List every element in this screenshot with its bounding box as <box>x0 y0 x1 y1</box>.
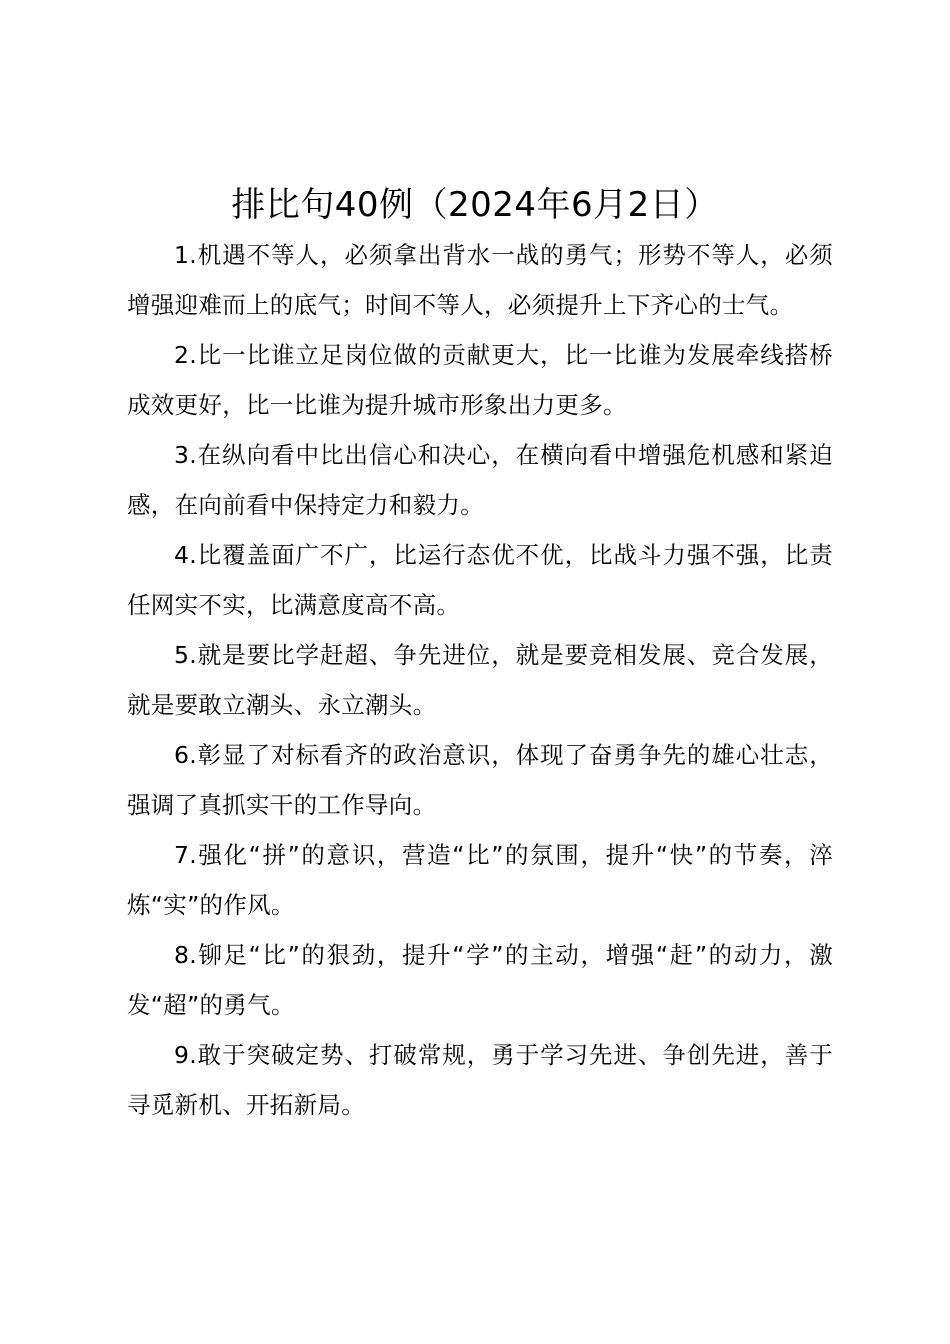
paragraph-6: 6.彰显了对标看齐的政治意识，体现了奋勇争先的雄心壮志，强调了真抓实干的工作导向。 <box>127 741 833 819</box>
paragraph-3: 3.在纵向看中比出信心和决心，在横向看中增强危机感和紧迫感，在向前看中保持定力和毅力。 <box>127 441 833 519</box>
paragraph-2: 2.比一比谁立足岗位做的贡献更大，比一比谁为发展牵线搭桥成效更好，比一比谁为提升城市形象出力更多。 <box>127 341 833 419</box>
document-title: 排比句40例（2024年6月2日） <box>231 185 719 225</box>
paragraph-9: 9.敢于突破定势、打破常规，勇于学习先进、争创先进，善于寻觅新机、开拓新局。 <box>127 1041 833 1119</box>
paragraph-5: 5.就是要比学赶超、争先进位，就是要竞相发展、竞合发展，就是要敢立潮头、永立潮头。 <box>127 641 833 719</box>
paragraph-7: 7.强化“拼”的意识，营造“比”的氛围，提升“快”的节奏，淬炼“实”的作风。 <box>127 841 833 919</box>
paragraph-8: 8.铆足“比”的狠劲，提升“学”的主动，增强“赶”的动力，激发“超”的勇气。 <box>127 941 833 1019</box>
paragraph-4: 4.比覆盖面广不广，比运行态优不优，比战斗力强不强，比责任网实不实，比满意度高不高。 <box>127 541 833 619</box>
paragraph-1: 1.机遇不等人，必须拿出背水一战的勇气；形势不等人，必须增强迎难而上的底气；时间不等人，必须提升上下齐心的士气。 <box>127 241 833 319</box>
document-body <box>127 230 833 1130</box>
